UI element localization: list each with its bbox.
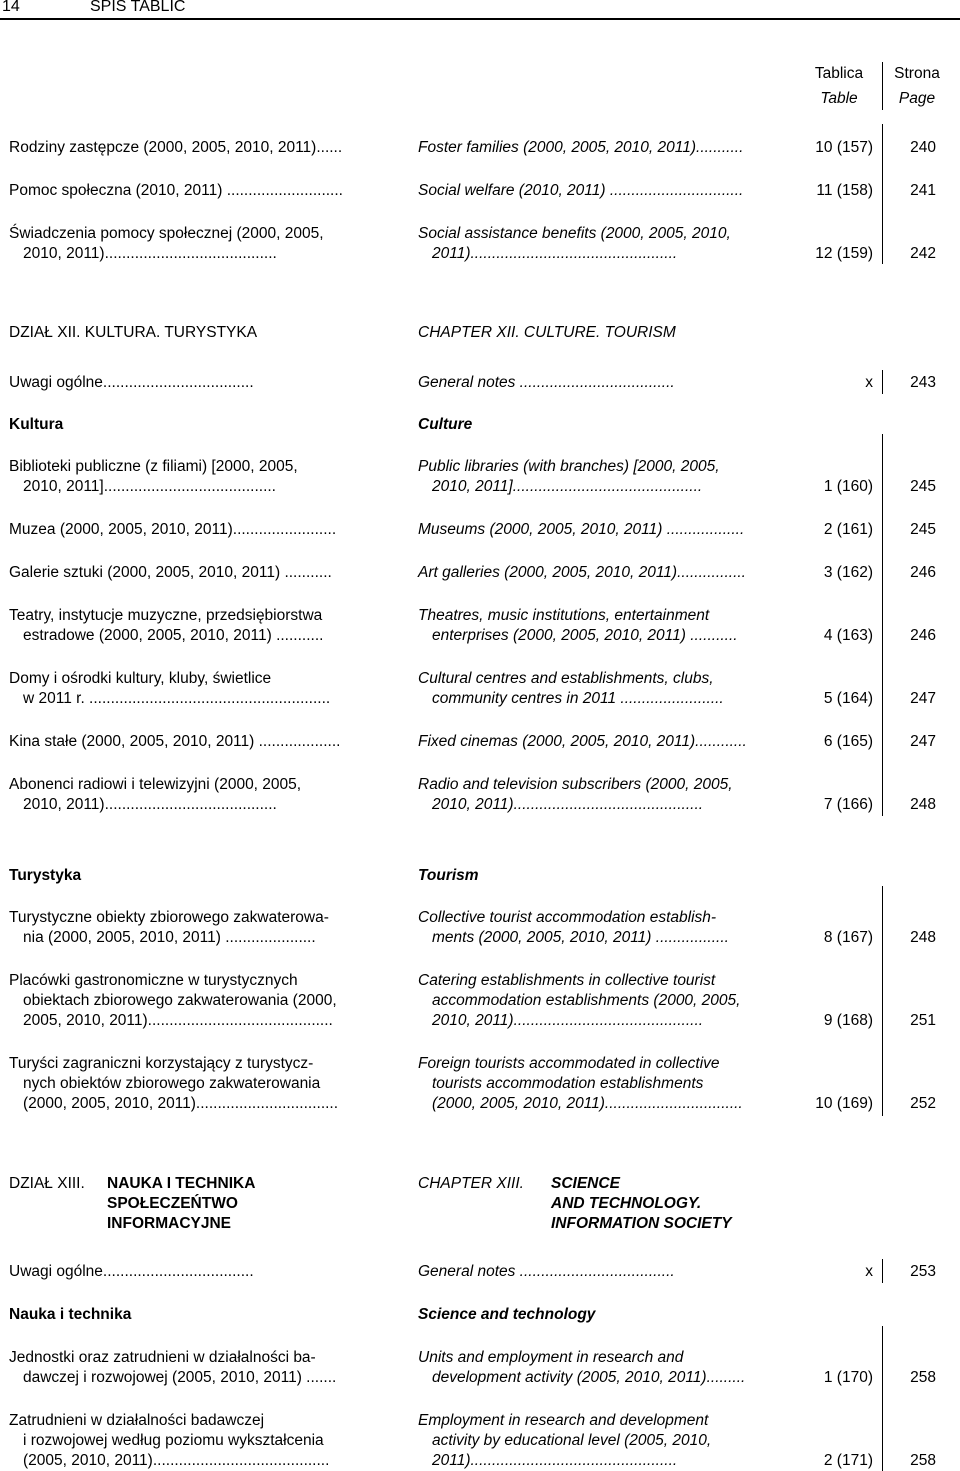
page-link[interactable]: 245	[910, 521, 936, 538]
page-link[interactable]: 243	[910, 374, 936, 391]
section-heading-pl: Kultura	[9, 416, 64, 433]
chapter-title-en: INFORMATION SOCIETY	[551, 1215, 732, 1232]
list-item-pl: Teatry, instytucje muzyczne, przedsiębiorstwa	[9, 607, 323, 624]
list-item-pl: Turyści zagraniczni korzystający z turystycz-	[9, 1055, 314, 1072]
chapter-title-pl: SPOŁECZEŃTWO	[107, 1195, 238, 1212]
list-item-en-cont: accommodation establishments (2000, 2005,	[432, 992, 741, 1009]
list-item-pl-cont: 2005, 2010, 2011)...........................................	[23, 1012, 333, 1029]
page-link[interactable]: 245	[910, 478, 936, 495]
list-item-en-cont: (2000, 2005, 2010, 2011)................................	[432, 1095, 743, 1112]
table-number: 5 (164)	[823, 690, 873, 707]
list-item-pl-cont: nia (2000, 2005, 2010, 2011) .....................	[23, 929, 316, 946]
page-link[interactable]: 252	[910, 1095, 936, 1112]
list-item-pl: Rodziny zastępcze (2000, 2005, 2010, 2011)......	[9, 139, 343, 156]
list-item-pl-cont: i rozwojowej według poziomu wykształcenia	[23, 1432, 324, 1449]
page-link[interactable]: 248	[910, 796, 936, 813]
table-number: 11 (158)	[816, 182, 873, 199]
table-number: 7 (166)	[823, 796, 873, 813]
section-heading-en: Culture	[418, 416, 473, 433]
list-item-en: Fixed cinemas (2000, 2005, 2010, 2011)............	[418, 733, 747, 750]
list-item-pl-cont: (2000, 2005, 2010, 2011).................................	[23, 1095, 339, 1112]
list-item-en-cont: tourists accommodation establishments	[432, 1075, 704, 1092]
page-link[interactable]: 253	[910, 1263, 936, 1280]
list-item-en: Collective tourist accommodation establish-	[418, 909, 717, 926]
list-item-pl: Kina stałe (2000, 2005, 2010, 2011) ...................	[9, 733, 341, 750]
chapter-prefix-pl: DZIAŁ XIII.	[9, 1175, 85, 1192]
table-number: 2 (171)	[823, 1452, 873, 1469]
column-divider	[882, 886, 883, 1116]
list-item-en-cont: community centres in 2011 ........................	[432, 690, 724, 707]
list-item-pl: Świadczenia pomocy społecznej (2000, 2005,	[9, 225, 324, 242]
chapter-heading-pl: DZIAŁ XII. KULTURA. TURYSTYKA	[9, 324, 258, 341]
section-heading-pl: Turystyka	[9, 867, 82, 884]
list-item-pl: Galerie sztuki (2000, 2005, 2010, 2011) ...........	[9, 564, 332, 581]
column-divider	[882, 1326, 883, 1471]
section-heading-pl: Nauka i technika	[9, 1306, 132, 1323]
section-heading-en: Science and technology	[418, 1306, 596, 1323]
general-notes-en: General notes ....................................	[418, 1263, 675, 1280]
table-number: 1 (170)	[823, 1369, 873, 1386]
column-divider	[882, 1259, 883, 1283]
list-item-en: Social welfare (2010, 2011) ...............................	[418, 182, 744, 199]
column-divider	[882, 370, 883, 394]
page-link[interactable]: 246	[910, 627, 936, 644]
list-item-en-cont: enterprises (2000, 2005, 2010, 2011) ...........	[432, 627, 738, 644]
page-link[interactable]: 242	[910, 245, 936, 262]
chapter-title-en: SCIENCE	[551, 1175, 620, 1192]
list-item-en: Museums (2000, 2005, 2010, 2011) ..................	[418, 521, 745, 538]
page-header	[0, 0, 960, 20]
list-item-pl: Pomoc społeczna (2010, 2011) ...........................	[9, 182, 343, 199]
table-number: x	[865, 1263, 873, 1280]
section-heading-en: Tourism	[418, 867, 479, 884]
list-item-pl-cont: obiektach zbiorowego zakwaterowania (2000,	[23, 992, 337, 1009]
list-item-en: Social assistance benefits (2000, 2005, 2010,	[418, 225, 731, 242]
general-notes-en: General notes ....................................	[418, 374, 675, 391]
list-item-en-cont: activity by educational level (2005, 2010,	[432, 1432, 712, 1449]
list-item-pl: Zatrudnieni w działalności badawczej	[9, 1412, 265, 1429]
page-link[interactable]: 251	[910, 1012, 936, 1029]
list-item-en: Foster families (2000, 2005, 2010, 2011)...........	[418, 139, 744, 156]
page-link[interactable]: 240	[910, 139, 936, 156]
page-number: 14	[2, 0, 20, 15]
list-item-pl: Jednostki oraz zatrudnieni w działalności ba-	[9, 1349, 316, 1366]
table-number: 6 (165)	[823, 733, 873, 750]
list-item-pl: Turystyczne obiekty zbiorowego zakwaterowa-	[9, 909, 329, 926]
column-divider	[882, 62, 883, 110]
page-link[interactable]: 241	[910, 182, 936, 199]
list-item-en: Catering establishments in collective tourist	[418, 972, 716, 989]
table-number: 12 (159)	[815, 245, 873, 262]
list-item-en: Foreign tourists accommodated in collective	[418, 1055, 720, 1072]
table-number: 4 (163)	[823, 627, 873, 644]
chapter-title-pl: INFORMACYJNE	[107, 1215, 232, 1232]
list-item-en-cont: development activity (2005, 2010, 2011).........	[432, 1369, 746, 1386]
table-number: 3 (162)	[823, 564, 873, 581]
list-item-en: Radio and television subscribers (2000, 2005,	[418, 776, 733, 793]
list-item-pl-cont: w 2011 r. ........................................................	[23, 690, 331, 707]
table-number: 2 (161)	[823, 521, 873, 538]
list-item-en-cont: 2010, 2011)............................................	[432, 1012, 704, 1029]
list-item-pl-cont: 2010, 2011)........................................	[23, 796, 277, 813]
list-item-pl-cont: dawczej i rozwojowej (2005, 2010, 2011) .......	[23, 1369, 337, 1386]
table-number: 9 (168)	[823, 1012, 873, 1029]
page-link[interactable]: 258	[910, 1452, 936, 1469]
page-link[interactable]: 247	[910, 690, 936, 707]
table-number: 10 (157)	[815, 139, 873, 156]
general-notes-pl: Uwagi ogólne...................................	[9, 1263, 254, 1280]
table-number: 10 (169)	[815, 1095, 873, 1112]
list-item-en: Public libraries (with branches) [2000, 2005,	[418, 458, 720, 475]
list-item-pl: Biblioteki publiczne (z filiami) [2000, 2005,	[9, 458, 298, 475]
list-item-pl: Muzea (2000, 2005, 2010, 2011)........................	[9, 521, 337, 538]
page-link[interactable]: 246	[910, 564, 936, 581]
table-number: 1 (160)	[823, 478, 873, 495]
list-item-en-cont: ments (2000, 2005, 2010, 2011) .................	[432, 929, 729, 946]
list-item-pl: Placówki gastronomiczne w turystycznych	[9, 972, 298, 989]
column-header-page-en: Page	[898, 90, 936, 107]
list-item-pl: Abonenci radiowi i telewizyjni (2000, 2005,	[9, 776, 302, 793]
list-item-en: Units and employment in research and	[418, 1349, 684, 1366]
general-notes-pl: Uwagi ogólne...................................	[9, 374, 254, 391]
list-item-en: Art galleries (2000, 2005, 2010, 2011)................	[418, 564, 746, 581]
list-item-pl-cont: 2010, 2011]........................................	[23, 478, 276, 495]
list-item-pl-cont: nych obiektów zbiorowego zakwaterowania	[23, 1075, 321, 1092]
column-header-table-en: Table	[820, 90, 858, 107]
chapter-title-en: AND TECHNOLOGY.	[551, 1195, 702, 1212]
list-item-en-cont: 2011)................................................	[432, 1452, 678, 1469]
table-number: 8 (167)	[823, 929, 873, 946]
table-number: x	[865, 374, 873, 391]
list-item-pl-cont: estradowe (2000, 2005, 2010, 2011) ...........	[23, 627, 324, 644]
list-item-en-cont: 2010, 2011)............................................	[432, 796, 704, 813]
list-item-pl-cont: 2010, 2011)........................................	[23, 245, 277, 262]
list-item-en: Employment in research and development	[418, 1412, 709, 1429]
column-header-table-pl: Tablica	[814, 65, 864, 82]
list-item-en: Theatres, music institutions, entertainment	[418, 607, 710, 624]
list-item-en: Cultural centres and establishments, clubs,	[418, 670, 714, 687]
list-item-en-cont: 2011)................................................	[432, 245, 678, 262]
page-link[interactable]: 258	[910, 1369, 936, 1386]
page-link[interactable]: 247	[910, 733, 936, 750]
page-link[interactable]: 248	[910, 929, 936, 946]
list-item-pl: Domy i ośrodki kultury, kluby, świetlice	[9, 670, 272, 687]
chapter-heading-en: CHAPTER XII. CULTURE. TOURISM	[418, 324, 676, 341]
chapter-prefix-en: CHAPTER XIII.	[418, 1175, 524, 1192]
column-divider	[882, 434, 883, 816]
list-item-pl-cont: (2005, 2010, 2011).........................................	[23, 1452, 330, 1469]
page-header-title: SPIS TABLIC	[90, 0, 186, 15]
column-header-page-pl: Strona	[894, 65, 940, 82]
list-item-en-cont: 2010, 2011]............................................	[432, 478, 703, 495]
column-divider	[882, 124, 883, 264]
chapter-title-pl: NAUKA I TECHNIKA	[107, 1175, 256, 1192]
